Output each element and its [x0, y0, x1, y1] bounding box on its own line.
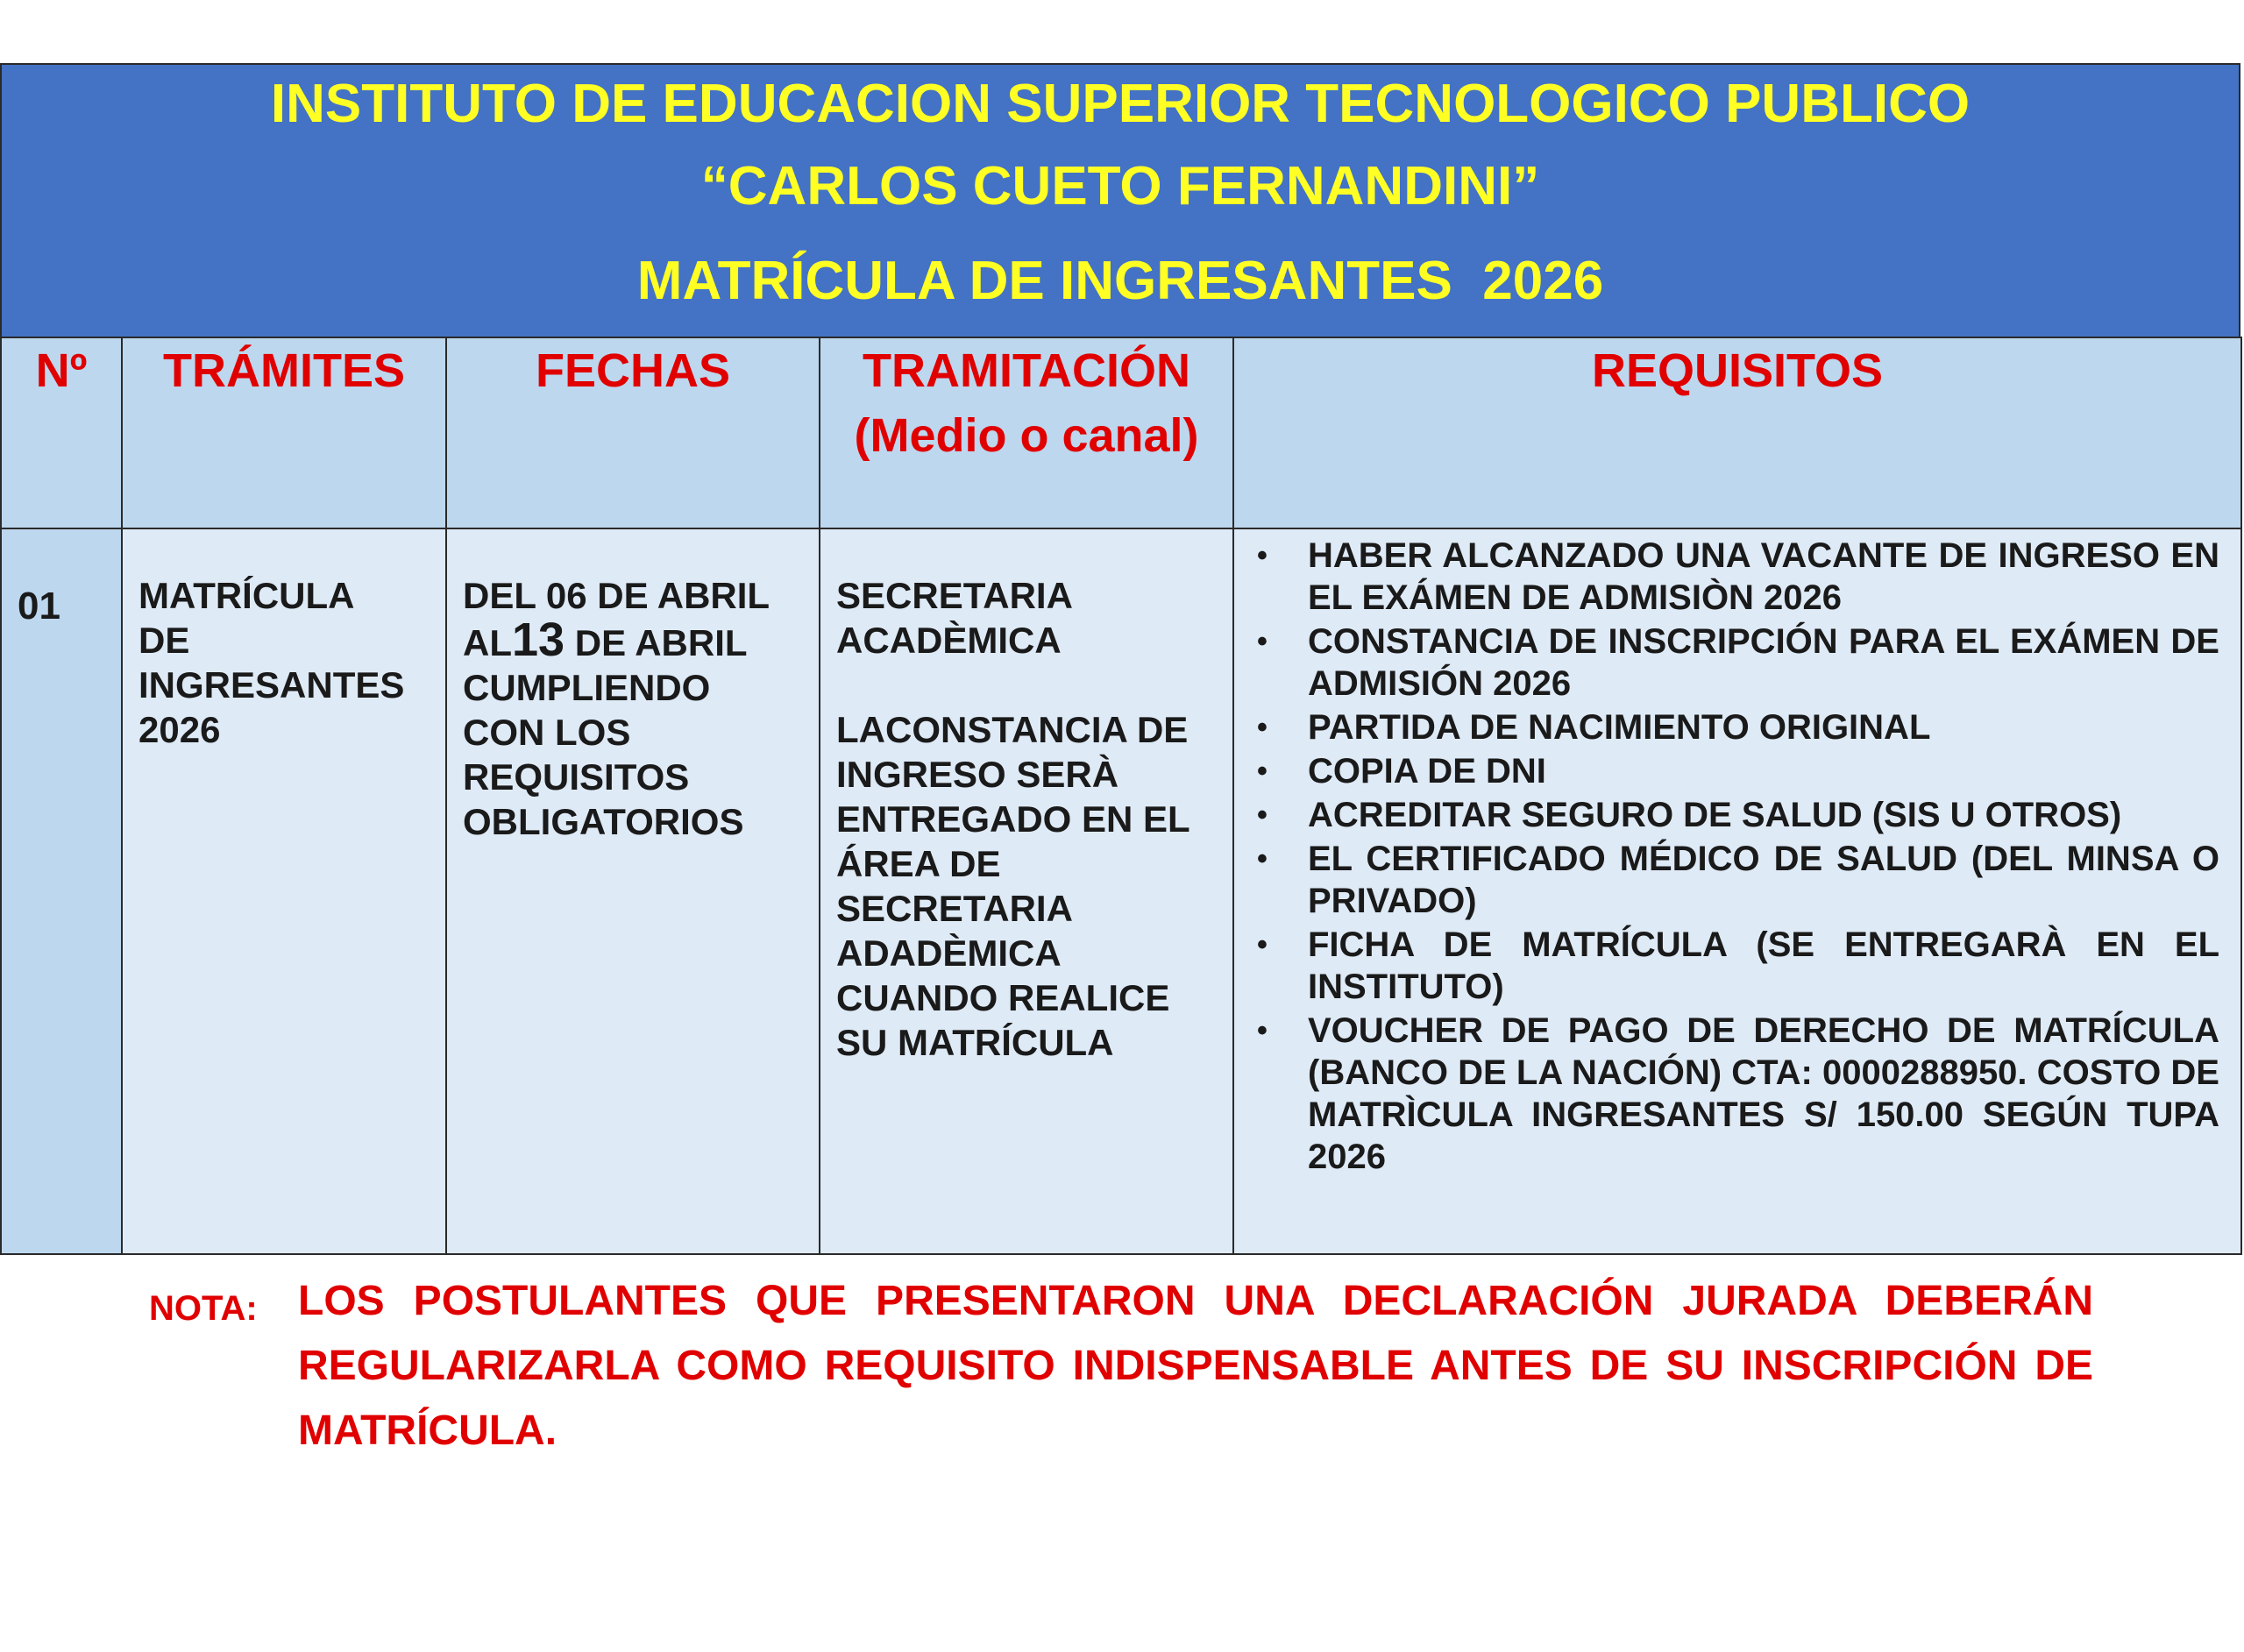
bullet-icon: • — [1257, 625, 1268, 658]
note-line: LOS POSTULANTES QUE PRESENTARON UNA DECLARACIÓN JURADA DEBERÁN — [298, 1278, 2093, 1324]
fechas-end-day: 13 — [512, 613, 565, 666]
tramitacion-line: SU MATRÍCULA — [836, 1022, 1114, 1063]
requirement-text: VOUCHER DE PAGO DE DERECHO DE MATRÍCULA (BANCO DE LA NACIÓN) CTA: 0000288950. COSTO DE MATRÌCULA INGRESANTES S/ 150.00 SEGÚN TUPA 2026 — [1308, 1011, 2219, 1176]
tramitacion-line: SECRETARIA — [836, 575, 1073, 616]
note-line: MATRÍCULA. — [298, 1407, 557, 1454]
list-item — [1257, 1010, 2219, 1178]
bullet-icon: • — [1257, 539, 1268, 572]
tramitacion-line: INGRESO SERÀ — [836, 754, 1119, 795]
requirement-text: FICHA DE MATRÍCULA (SE ENTREGARÀ EN EL INSTITUTO) — [1308, 925, 2219, 1006]
tramitacion-line: ÁREA DE — [836, 843, 1001, 884]
column-header-num: Nº — [1, 337, 122, 528]
list-item — [1257, 535, 2219, 619]
institution-name: INSTITUTO DE EDUCACION SUPERIOR TECNOLOGICO PUBLICO — [270, 74, 1971, 134]
tramite-cell — [122, 528, 446, 1254]
paragraph-gap — [836, 663, 1217, 707]
note-text — [298, 1269, 2093, 1464]
tramitacion-line: CUANDO REALICE — [836, 977, 1170, 1018]
enrollment-document — [0, 63, 2240, 1255]
tramitacion-line: ACADÈMICA — [836, 620, 1062, 661]
list-item — [1257, 750, 2219, 792]
bullet-icon: • — [1257, 798, 1268, 832]
bullet-icon: • — [1257, 1014, 1268, 1047]
note-block — [149, 1269, 2093, 1464]
fechas-line-end — [463, 613, 803, 666]
list-item — [1257, 838, 2219, 922]
tramite-line: DE — [138, 620, 190, 661]
bullet-icon: • — [1257, 928, 1268, 961]
tramite-line: MATRÍCULA — [138, 575, 355, 616]
requirement-text: EL CERTIFICADO MÉDICO DE SALUD (DEL MINSA O PRIVADO) — [1308, 840, 2219, 920]
requirement-text: PARTIDA DE NACIMIENTO ORIGINAL — [1308, 708, 1931, 747]
note-label: NOTA: — [149, 1289, 258, 1328]
bullet-icon: • — [1257, 711, 1268, 744]
tramitacion-line: ENTREGADO EN EL — [836, 798, 1190, 840]
requirement-text: ACREDITAR SEGURO DE SALUD (SIS U OTROS) — [1308, 796, 2122, 834]
fechas-line: OBLIGATORIOS — [463, 801, 744, 842]
table-row — [1, 528, 2241, 1254]
page-title-band — [0, 226, 2240, 338]
bullet-icon: • — [1257, 842, 1268, 876]
fechas-cell — [446, 528, 820, 1254]
requisitos-cell — [1233, 528, 2241, 1254]
requirement-text: HABER ALCANZADO UNA VACANTE DE INGRESO EN EL EXÁMEN DE ADMISIÒN 2026 — [1308, 536, 2219, 617]
fechas-line: CUMPLIENDO — [463, 667, 711, 708]
requirements-list — [1234, 529, 2240, 1178]
column-header-tramites: TRÁMITES — [122, 337, 446, 528]
fechas-al: AL — [463, 622, 512, 663]
fechas-line: REQUISITOS — [463, 756, 690, 798]
list-item — [1257, 620, 2219, 705]
column-header-tramitacion-title: TRAMITACIÓN — [863, 344, 1190, 397]
fechas-line: DEL 06 DE ABRIL — [463, 575, 770, 616]
fechas-line: CON LOS — [463, 712, 631, 753]
institution-header — [0, 63, 2240, 228]
list-item — [1257, 706, 2219, 748]
requirement-text: COPIA DE DNI — [1308, 752, 1546, 791]
tramite-line: 2026 — [138, 709, 221, 750]
bullet-icon: • — [1257, 755, 1268, 788]
column-header-tramitacion-sub: (Medio o canal) — [854, 409, 1199, 462]
note-line: REGULARIZARLA COMO REQUISITO INDISPENSABLE ANTES DE SU INSCRIPCIÓN DE — [298, 1343, 2093, 1389]
tramite-line: INGRESANTES — [138, 664, 405, 705]
list-item — [1257, 924, 2219, 1008]
tramitacion-line: LACONSTANCIA DE — [836, 709, 1189, 750]
list-item — [1257, 794, 2219, 836]
page-title: MATRÍCULA DE INGRESANTES 2026 — [636, 251, 1604, 311]
column-header-tramitacion — [820, 337, 1233, 528]
column-header-requisitos: REQUISITOS — [1233, 337, 2241, 528]
column-header-fechas: FECHAS — [446, 337, 820, 528]
fechas-end-month: DE ABRIL — [565, 622, 748, 663]
requirements-table — [0, 337, 2242, 1255]
requirement-text: CONSTANCIA DE INSCRIPCIÓN PARA EL EXÁMEN DE ADMISIÓN 2026 — [1308, 622, 2219, 703]
row-number: 01 — [1, 528, 122, 1254]
institution-title: “CARLOS CUETO FERNANDINI” — [700, 156, 1540, 216]
table-header-row — [1, 337, 2241, 528]
tramitacion-cell — [820, 528, 1233, 1254]
tramitacion-line: ADADÈMICA — [836, 932, 1062, 974]
tramitacion-line: SECRETARIA — [836, 888, 1073, 929]
